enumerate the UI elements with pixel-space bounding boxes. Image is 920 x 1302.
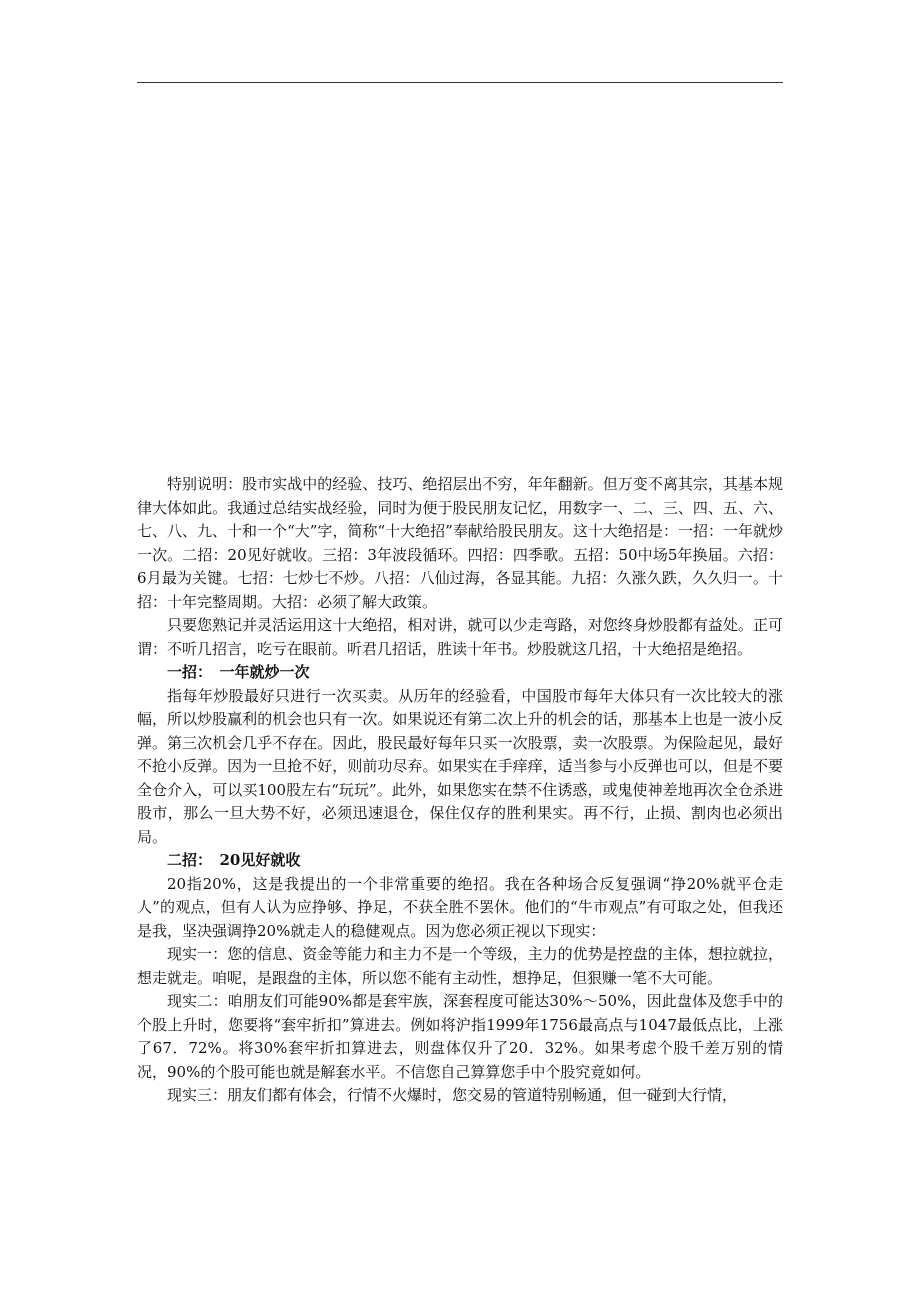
section-2-heading: 二招： 20见好就收 [167, 851, 301, 869]
section-1-paragraph-1: 指每年炒股最好只进行一次买卖。从历年的经验看，中国股市每年大体只有一次比较大的涨幅，所以炒股赢利的机会也只有一次。如果说还有第二次上升的机会的话，那基本上也是一波小反弹。第三次机会几乎不存在。因此，股民最好每年只买一次股票，卖一次股票。为保险起见，最好不抢小反弹。因为一旦抢不好，则前功尽弃。如果实在手痒痒，适当参与小反弹也可以，但是不要全仓介入，可以买100股左右“玩玩”。此外，如果您实在禁不住诱惑，或鬼使神差地再次全仓杀进股市，那么一旦大势不好，必须迅速退仓，保住仅存的胜利果实。再不行，止损、割肉也必须出局。 [137, 686, 783, 846]
section-2-paragraph-2: 现实一：您的信息、资金等能力和主力不是一个等级，主力的优势是控盘的主体，想拉就拉，想走就走。咱呢，是跟盘的主体，所以您不能有主动性，想挣足，但狠赚一笔不大可能。 [137, 945, 783, 987]
intro-paragraph-2: 只要您熟记并灵活运用这十大绝招，相对讲，就可以少走弯路，对您终身炒股都有益处。正可谓：不听几招言，吃亏在眼前。听君几招话，胜读十年书。炒股就这几招，十大绝招是绝招。 [137, 616, 783, 658]
document-body [137, 473, 783, 1108]
section-2-paragraph-3: 现实二：咱朋友们可能90%都是套牢族，深套程度可能达30%～50%，因此盘体及您手中的个股上升时，您要将“套牢折扣”算进去。例如将沪指1999年1756最高点与1047最低点比，上涨了67．72%。将30%套牢折扣算进去，则盘体仅升了20．32%。如果考虑个股千差万别的情况，90%的个股可能也就是解套水平。不信您自己算算您手中个股究竟如何。 [137, 992, 783, 1081]
section-1-heading: 一招： 一年就炒一次 [167, 663, 310, 681]
section-2-paragraph-4: 现实三：朋友们都有体会，行情不火爆时，您交易的管道特别畅通，但一碰到大行情， [167, 1086, 738, 1104]
intro-paragraph-1: 特别说明：股市实战中的经验、技巧、绝招层出不穷，年年翻新。但万变不离其宗，其基本规律大体如此。我通过总结实战经验，同时为便于股民朋友记忆，用数字一、二、三、四、五、六、七、八、九、十和一个“大”字，简称“十大绝招”奉献给股民朋友。这十大绝招是：一招：一年就炒一次。二招：20见好就收。三招：3年波段循环。四招：四季歌。五招：50中场5年换届。六招：6月最为关键。七招：七炒七不炒。八招：八仙过海，各显其能。九招：久涨久跌，久久归一。十招：十年完整周期。大招：必须了解大政策。 [137, 475, 783, 611]
header-rule [137, 82, 783, 83]
section-2-paragraph-1: 20指20%，这是我提出的一个非常重要的绝招。我在各种场合反复强调“挣20%就平仓走人”的观点，但有人认为应挣够、挣足，不获全胜不罢休。他们的“牛市观点”有可取之处，但我还是我，坚决强调挣20%就走人的稳健观点。因为您必须正视以下现实： [137, 874, 783, 940]
